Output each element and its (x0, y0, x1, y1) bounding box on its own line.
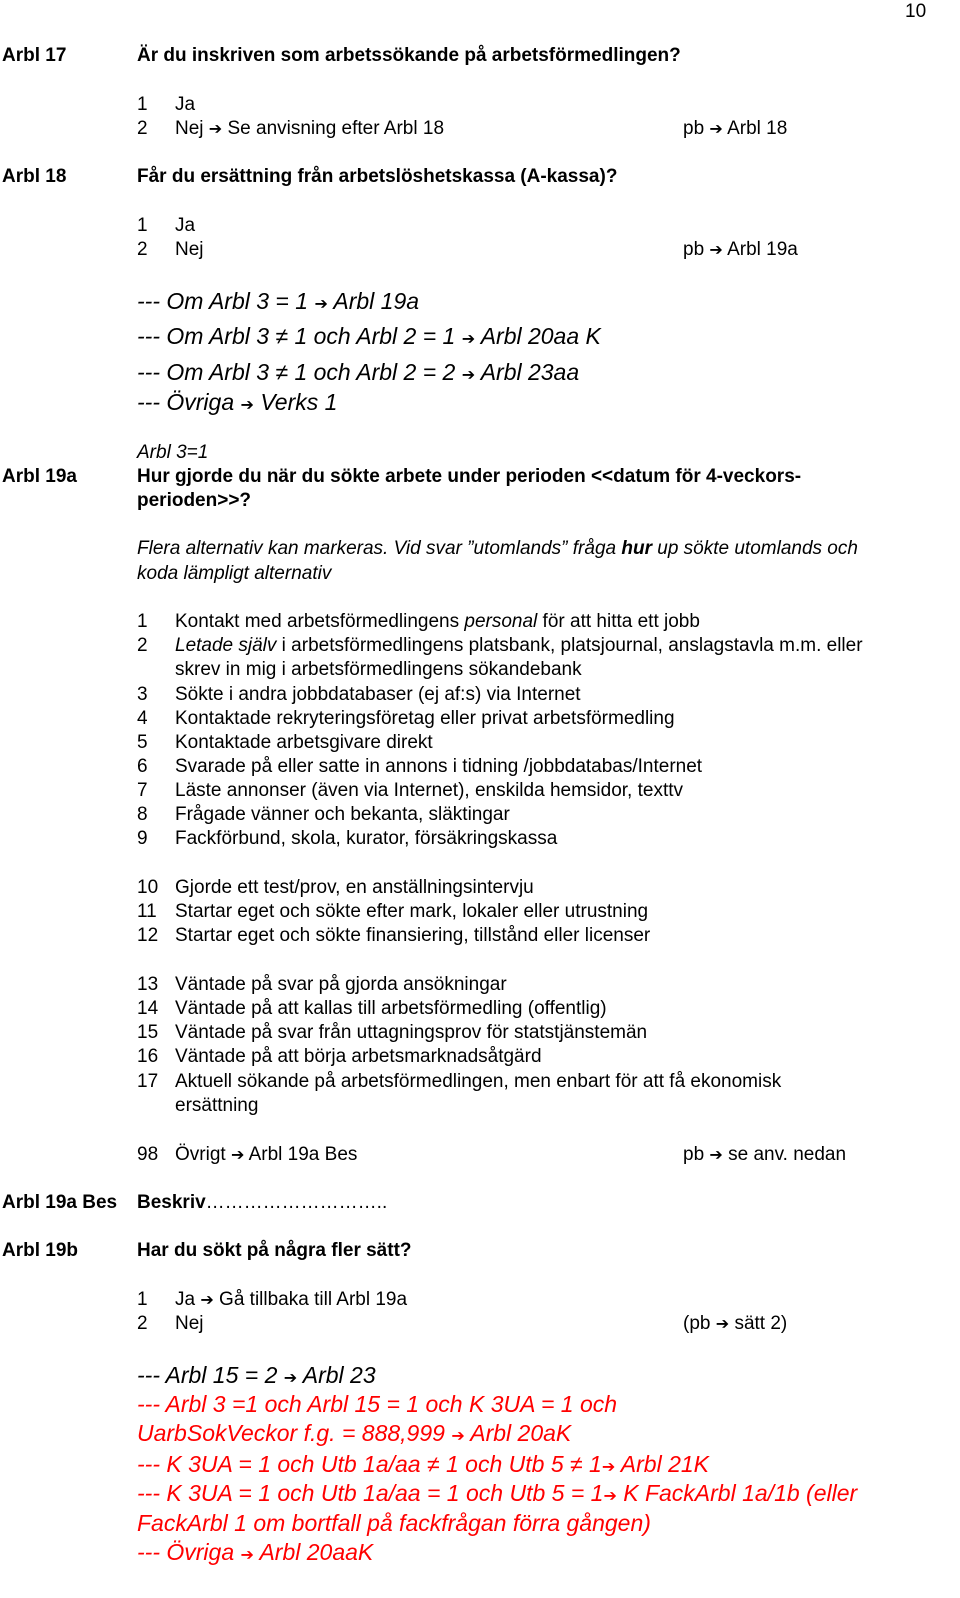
answer-option-1: 1 Ja (137, 94, 196, 115)
arrow-right-icon: ➔ (314, 294, 328, 313)
question-code-arbl19a: Arbl 19a (2, 466, 77, 487)
answer-list-c (137, 973, 647, 1069)
arrow-right-icon: ➔ (230, 1145, 245, 1164)
routing-line-red: FackArbl 1 om bortfall på fackfrågan förra gången) (137, 1510, 651, 1536)
answer-option-2-cont: skrev in mig i arbetsförmedlingens sökandebank (175, 659, 582, 680)
routing-line-red: UarbSokVeckor f.g. = 888,999 ➔ Arbl 20aK (137, 1420, 572, 1446)
skip-instruction: pb ➔ Arbl 18 (683, 118, 788, 139)
question-text-arbl19a: Hur gjorde du när du sökte arbete under perioden <<datum för 4-veckors- (137, 466, 802, 487)
not-equal-icon: ≠ (570, 1451, 583, 1477)
answer-option-2: 2 Nej ➔ Se anvisning efter Arbl 18 pb ➔ Arbl 18 (137, 118, 788, 139)
answer-option: 14 Väntade på att kallas till arbetsförmedling (offentlig) (137, 998, 607, 1019)
answer-option-17-cont: ersättning (175, 1095, 259, 1116)
skip-instruction: pb ➔ Arbl 19a (683, 239, 798, 260)
arrow-right-icon: ➔ (709, 240, 723, 259)
answer-option-2: 2 Letade själv i arbetsförmedlingens platsbank, platsjournal, anslagstavla m.m. eller (137, 635, 863, 656)
answer-option: 9 Fackförbund, skola, kurator, försäkringskassa (137, 828, 558, 849)
answer-option: 5 Kontaktade arbetsgivare direkt (137, 732, 433, 753)
routing-line-red: --- Övriga ➔ Arbl 20aaK (137, 1539, 374, 1565)
arrow-right-icon: ➔ (715, 1314, 730, 1333)
answer-option: 7 Läste annonser (även via Internet), enskilda hemsidor, texttv (137, 780, 683, 801)
answer-option: 10 Gjorde ett test/prov, en anställningsintervju (137, 877, 534, 898)
answer-option: 11 Startar eget och sökte efter mark, lokaler eller utrustning (137, 901, 649, 922)
answer-option-2: 2 Nej (pb ➔ sätt 2) (137, 1313, 788, 1334)
routing-line-red: --- K 3UA = 1 och Utb 1a/aa ≠ 1 och Utb 5 ≠ 1➔ Arbl 21K (137, 1451, 710, 1477)
routing-line: --- Om Arbl 3 = 1 ➔ Arbl 19a (137, 288, 420, 314)
routing-line-red: --- K 3UA = 1 och Utb 1a/aa = 1 och Utb 5 = 1➔ K FackArbl 1a/1b (eller (137, 1480, 858, 1506)
interviewer-instruction: Flera alternativ kan markeras. Vid svar ”utomlands” fråga hur up sökte utomlands och (137, 538, 858, 559)
arrow-right-icon: ➔ (240, 395, 254, 414)
answer-option-1: 1 Ja (137, 215, 196, 236)
answer-option: 3 Sökte i andra jobbdatabaser (ej af:s) via Internet (137, 684, 581, 705)
answer-option-1: 1 Ja ➔ Gå tillbaka till Arbl 19a (137, 1289, 408, 1310)
question-text-arbl19a-cont: perioden>>? (137, 490, 252, 511)
answer-option: 6 Svarade på eller satte in annons i tidning /jobbdatabas/Internet (137, 756, 703, 777)
question-code-arbl18: Arbl 18 (2, 166, 67, 187)
answer-option: 13 Väntade på svar på gjorda ansökningar (137, 974, 507, 995)
question-text-arbl19b: Har du sökt på några fler sätt? (137, 1240, 412, 1261)
question-condition: Arbl 3=1 (137, 442, 209, 463)
answer-option: 15 Väntade på svar från uttagningsprov för statstjänstemän (137, 1022, 648, 1043)
arrow-right-icon: ➔ (208, 119, 223, 138)
arrow-right-icon: ➔ (709, 119, 723, 138)
page-number: 10 (905, 1, 927, 22)
arrow-right-icon: ➔ (283, 1368, 298, 1387)
question-code-arbl19a-bes: Arbl 19a Bes (2, 1192, 118, 1213)
answer-option-17: 17 Aktuell sökande på arbetsförmedlingen, men enbart för att få ekonomisk (137, 1071, 782, 1092)
routing-line: --- Om Arbl 3 ≠ 1 och Arbl 2 = 1 ➔ Arbl 20aa K (137, 323, 601, 349)
answer-option: 8 Frågade vänner och bekanta, släktingar (137, 804, 510, 825)
answer-list-b (137, 876, 650, 948)
arrow-right-icon: ➔ (601, 1457, 616, 1476)
arrow-right-icon: ➔ (200, 1290, 214, 1309)
answer-option: 16 Väntade på att börja arbetsmarknadsåtgärd (137, 1046, 542, 1067)
answer-list-a (137, 683, 702, 851)
not-equal-icon: ≠ (275, 359, 289, 385)
arrow-right-icon: ➔ (451, 1426, 465, 1445)
routing-line-red: --- Arbl 3 =1 och Arbl 15 = 1 och K 3UA = 1 och (137, 1391, 618, 1417)
question-text-arbl18: Får du ersättning från arbetslöshetskassa (A-kassa)? (137, 166, 618, 187)
arrow-right-icon: ➔ (709, 1145, 723, 1164)
not-equal-icon: ≠ (275, 323, 289, 349)
routing-line: --- Om Arbl 3 ≠ 1 och Arbl 2 = 2 ➔ Arbl 23aa (137, 359, 580, 385)
arrow-right-icon: ➔ (461, 329, 476, 348)
skip-instruction: pb ➔ se anv. nedan (683, 1144, 847, 1165)
question-code-arbl19b: Arbl 19b (2, 1240, 79, 1261)
answer-option-2: 2 Nej pb ➔ Arbl 19a (137, 239, 798, 260)
question-code-arbl17: Arbl 17 (2, 45, 67, 66)
question-text-arbl17: Är du inskriven som arbetssökande på arbetsförmedlingen? (137, 45, 681, 66)
not-equal-icon: ≠ (426, 1451, 440, 1477)
interviewer-instruction-cont: koda lämpligt alternativ (137, 563, 332, 584)
routing-line: --- Arbl 15 = 2 ➔ Arbl 23 (137, 1362, 376, 1388)
routing-line: --- Övriga ➔ Verks 1 (137, 389, 338, 415)
arrow-right-icon: ➔ (240, 1545, 254, 1564)
arrow-right-icon: ➔ (603, 1486, 617, 1505)
describe-field: Beskriv……………………….. (137, 1192, 388, 1213)
skip-instruction: (pb ➔ sätt 2) (683, 1313, 788, 1334)
arrow-right-icon: ➔ (461, 365, 476, 384)
answer-option: 12 Startar eget och sökte finansiering, tillstånd eller licenser (137, 925, 651, 946)
answer-option: 4 Kontaktade rekryteringsföretag eller privat arbetsförmedling (137, 708, 675, 729)
answer-option-1: 1 Kontakt med arbetsförmedlingens personal för att hitta ett jobb (137, 611, 700, 632)
answer-option-98: 98 Övrigt ➔ Arbl 19a Bes pb ➔ se anv. nedan (137, 1144, 847, 1165)
